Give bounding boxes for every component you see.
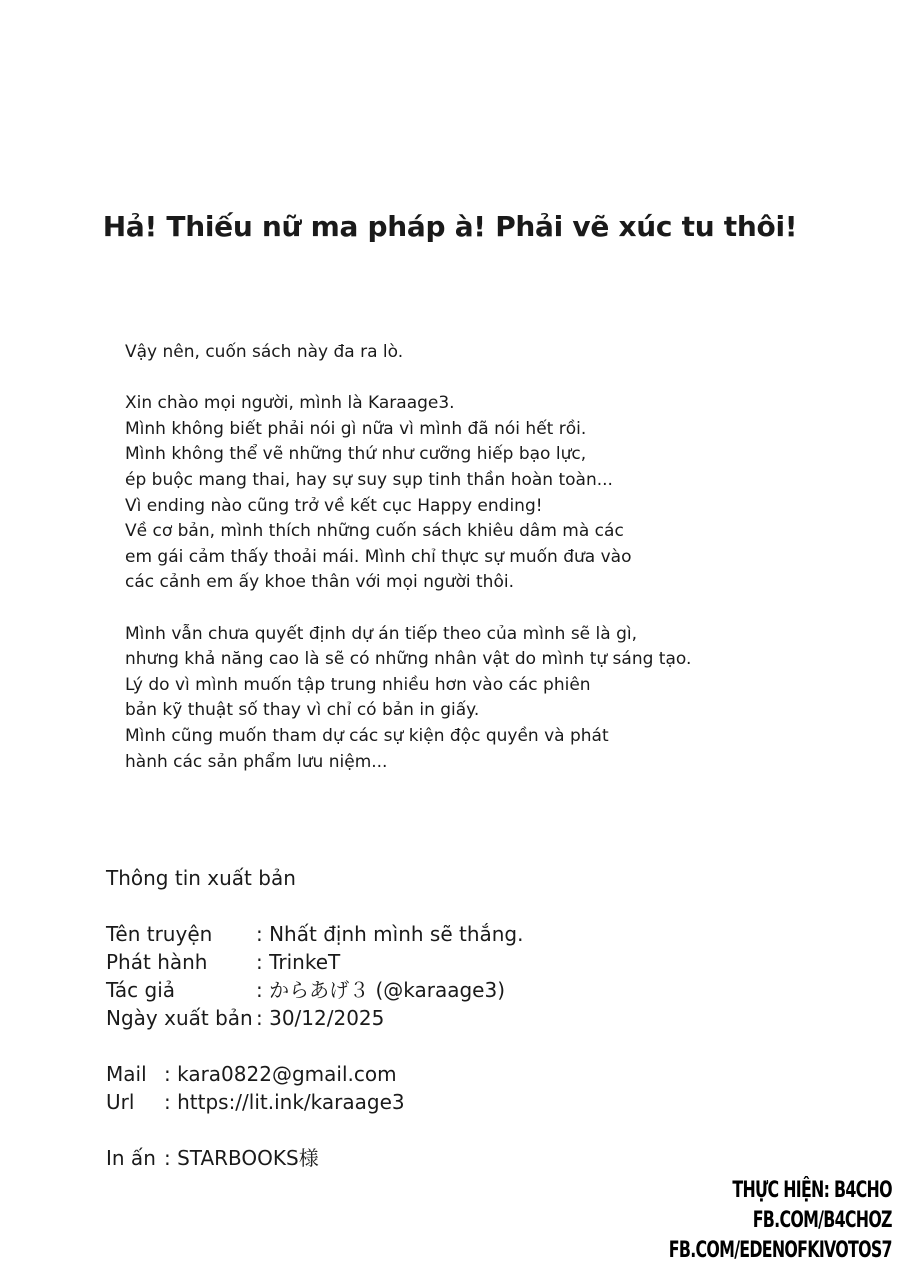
afterword-line: Về cơ bản, mình thích những cuốn sách khiêu dâm mà các	[125, 521, 624, 542]
detail-label: Tác giả	[106, 978, 176, 1002]
afterword-line: Mình vẫn chưa quyết định dự án tiếp theo của mình sẽ là gì,	[125, 623, 638, 644]
detail-value: : Nhất định mình sẽ thắng.	[256, 922, 524, 946]
afterword-line: Mình cũng muốn tham dự các sự kiện độc quyền và phát	[125, 725, 609, 746]
publication-details	[106, 920, 666, 1032]
afterword-paragraph	[125, 622, 765, 776]
contact-value: : kara0822@gmail.com	[164, 1062, 397, 1086]
detail-value: : TrinkeT	[256, 950, 341, 974]
detail-value: : 30/12/2025	[256, 1006, 385, 1030]
detail-row-title	[106, 920, 666, 948]
afterword-paragraph	[125, 340, 765, 366]
afterword-line: Vì ending nào cũng trở về kết cục Happy ending!	[125, 495, 543, 516]
afterword-line: Mình không thể vẽ những thứ như cưỡng hiếp bạo lực,	[125, 444, 587, 465]
publication-heading: Thông tin xuất bản	[106, 866, 296, 890]
detail-label: Ngày xuất bản	[106, 1006, 253, 1030]
detail-row-author	[106, 976, 666, 1004]
page-title: Hả! Thiếu nữ ma pháp à! Phải vẽ xúc tu thôi!	[102, 210, 798, 243]
contact-details	[106, 1060, 666, 1116]
contact-value: : https://lit.ink/karaage3	[164, 1090, 405, 1114]
afterword-line: Vậy nên, cuốn sách này đa ra lò.	[125, 342, 404, 362]
afterword-line: ép buộc mang thai, hay sự suy sụp tinh thần hoàn toàn...	[125, 469, 613, 490]
contact-label: Mail	[106, 1062, 147, 1086]
afterword-text	[125, 340, 765, 801]
scanlation-credits	[669, 1176, 892, 1266]
printing-label: In ấn	[106, 1146, 156, 1170]
afterword-line: nhưng khả năng cao là sẽ có những nhân vật do mình tự sáng tạo.	[125, 649, 692, 670]
detail-label: Phát hành	[106, 950, 208, 974]
afterword-line: các cảnh em ấy khoe thân với mọi người thôi.	[125, 572, 514, 593]
contact-row-mail	[106, 1060, 666, 1088]
printing-row	[106, 1144, 666, 1172]
credit-line: FB.COM/EDENOFKIVOTOS7	[668, 1238, 892, 1263]
printing-value: : STARBOOKS様	[164, 1146, 319, 1170]
detail-value: : からあげ３ (@karaage3)	[256, 978, 506, 1002]
afterword-line: em gái cảm thấy thoải mái. Mình chỉ thực sự muốn đưa vào	[125, 546, 632, 567]
contact-label: Url	[106, 1090, 135, 1114]
detail-label: Tên truyện	[106, 922, 213, 946]
afterword-line: Lý do vì mình muốn tập trung nhiều hơn vào các phiên	[125, 674, 591, 695]
afterword-line: Xin chào mọi người, mình là Karaage3.	[125, 393, 455, 414]
afterword-line: Mình không biết phải nói gì nữa vì mình đã nói hết rồi.	[125, 418, 587, 439]
contact-row-url	[106, 1088, 666, 1116]
afterword-paragraph	[125, 391, 765, 596]
afterword-line: bản kỹ thuật số thay vì chỉ có bản in giấy.	[125, 700, 480, 721]
detail-row-publisher	[106, 948, 666, 976]
afterword-line: hành các sản phẩm lưu niệm...	[125, 751, 388, 772]
detail-row-date	[106, 1004, 666, 1032]
credit-line: THỰC HIỆN: B4CHO	[732, 1178, 892, 1203]
publication-info	[106, 864, 666, 1172]
credit-line: FB.COM/B4CHOZ	[752, 1208, 892, 1233]
